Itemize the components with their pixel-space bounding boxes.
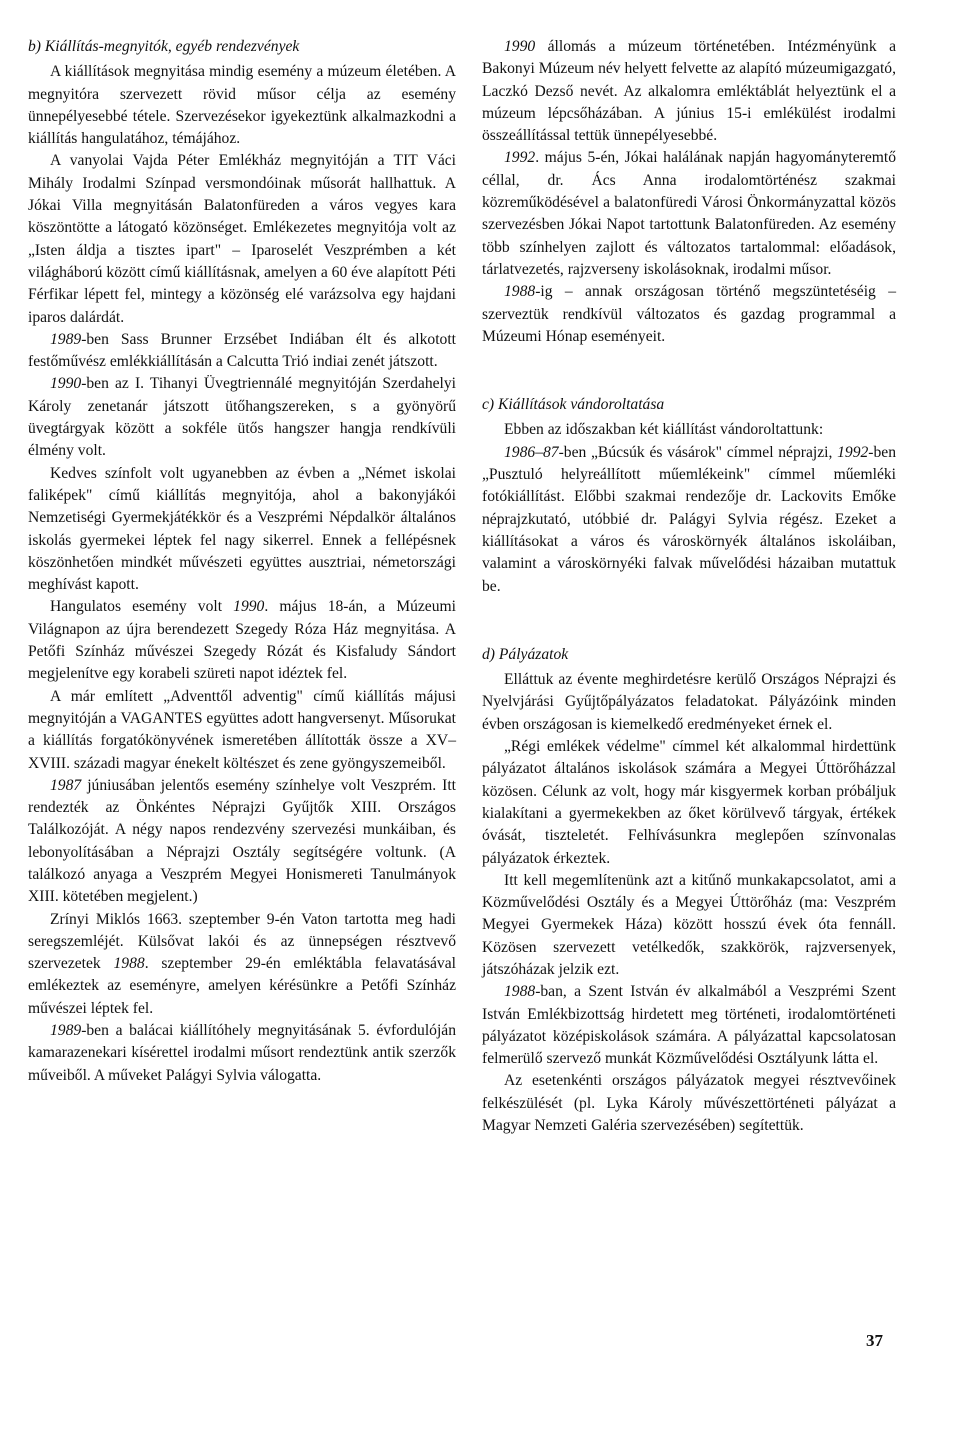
year: 1988 — [113, 955, 145, 973]
year: 1990 — [504, 38, 536, 55]
paragraph-text: -ben „Búcsúk és vásárok" címmel néprajzi, — [558, 443, 838, 461]
paragraph: Itt kell megemlítenünk azt a kitűnő munkakapcsolatot, ami a Közművelődési Osztály és a Megyei Úttörőház (ma: Veszprém Megyei Gyermekek Háza) között hosszú évek óta fennáll. Közösen szervezett vetélkedők, szakkörök, rajzversenyek, játszóházak jelzik ezt. — [482, 871, 896, 978]
paragraph-text: -ben Sass Brunner Erzsébet Indiában élt és alkotott festőművész emlékkiállításán a Calcutta Trió indiai zenét játszott. — [28, 330, 456, 371]
paragraph-text: -ig – annak országosan történő megszüntetéséig – szerveztük rendkívül változatos és gazdag programmal a Múzeumi Hónap eseményeit. — [482, 283, 896, 345]
paragraph-text: -ban, a Szent István év alkalmából a Veszprémi Szent István Emlékbizottság hirdetett meg történeti, irodalomtörténeti pályázatot középiskolások számára. A pályázattal kapcsolatosan felmerülő szervező munkát Közművelődési Osztályunk látta el. — [482, 983, 896, 1068]
year: 1989 — [50, 1022, 82, 1040]
section-heading-c: c) Kiállítások vándoroltatása — [482, 396, 665, 414]
paragraph-text: . szeptember 29-én emléktábla felavatásával emlékeztek az eseményre, amelyen kérésünkre a Petőfi Színház művészei léptek fel. — [28, 955, 456, 1017]
paragraph: Kedves színfolt volt ugyanebben az évben a „Német iskolai faliképek" című kiállítás megnyitója, ahol a bakonyjákói Nemzetiségi Gyermekjátékkör és a Veszprémi Népdalkör általános iskolás gyermekei léptek fel nagy sikerrel. Ennek a fellépésnek köszönhetően mindkét művészeti együttes ausztriai, németországi meghívást kapott. — [28, 464, 456, 594]
year: 1988 — [504, 283, 536, 301]
paragraph: Az esetenkénti országos pályázatok megyei résztvevőinek felkészülését (pl. Lyka Károly művészettörténeti pályázat a Magyar Nemzeti Galéria szervezésében) segítettük. — [482, 1072, 896, 1135]
paragraph — [28, 775, 456, 909]
section-spacer — [482, 598, 896, 644]
paragraph-text: . május 18-án, a Múzeumi Világnapon az újra berendezett Szegedy Róza Ház megnyitása. A Petőfi Színház művészei Szegedy Rózát és Kisfaludy Sándort megjelenítve egy korabeli szüreti napot idéztek fel. — [28, 598, 456, 683]
paragraph-text: júniusában jelentős esemény színhelye volt Veszprém. Itt rendezték az Önkéntes Néprajzi Gyűjtők XIII. Országos Találkozóját. A négy napos rendezvény szervezési munkáiban, és lebonyolításában a Néprajzi Osztály segítségére voltunk. (A találkozó anyaga a Veszprém Megyei Honismereti Tanulmányok XIII. kötetében megjelent.) — [28, 776, 456, 906]
year: 1989 — [50, 330, 82, 348]
paragraph — [482, 147, 896, 281]
paragraph-text: Hangulatos esemény volt — [50, 598, 234, 616]
paragraph: „Régi emlékek védelme" címmel két alkalommal hirdettünk pályázatot általános iskolások számára a Megyei Úttörőházzal közösen. Célunk az volt, hogy már kisgyermek korban próbáljuk kialakítani a gyermekekben az őket körülvevő tárgyak, értékek óvását, tiszteletét. Felhívásunkra meglepően színvonalas pályázatok érkeztek. — [482, 738, 896, 867]
paragraph-text: -ben a balácai kiállítóhely megnyitásának 5. évfordulóján kamarazenekari kísérettel irodalmi műsort rendeztünk antik szerzők műveiből. A műveket Palágyi Sylvia válogatta. — [28, 1022, 456, 1084]
paragraph-text: Zrínyi Miklós 1663. szeptember 9-én Vaton tartotta meg hadi seregszemléjét. Külsővat lakói és az ünnepségen résztvevő szervezetek — [28, 910, 456, 973]
paragraph: Elláttuk az évente meghirdetésre kerülő Országos Néprajzi és Nyelvjárási Gyűjtőpályázatos feladatokat. Pályázóink minden évben országosan is kiemelkedő eredményeket érnek el. — [482, 671, 896, 733]
paragraph — [482, 981, 896, 1070]
right-column — [482, 36, 896, 1137]
year: 1992 — [504, 149, 536, 167]
paragraph: A kiállítások megnyitása mindig esemény a múzeum életében. A megnyitóra szervezett rövid műsor célja az esemény ünnepélyesebbé tétele. Szervezésekor igyekeztünk alkalmazkodni a kiállítás hangulatához, témájához. — [28, 63, 456, 148]
paragraph-text: -ben az I. Tihanyi Üvegtriennálé megnyitóján Szerdahelyi Károly zenetanár játszott ütőhangszereken, s a gyönyörű üvegtárgyak között a sokféle ütős hangszer hangja rendkívüli élmény volt. — [28, 375, 456, 460]
page-number: 37 — [866, 1331, 883, 1350]
paragraph — [28, 373, 456, 462]
paragraph: A vanyolai Vajda Péter Emlékház megnyitóján a TIT Váci Mihály Irodalmi Színpad versmondóinak műsorát hallhattuk. A Jókai Villa megnyitásán Balatonfüreden a város vegyes kara köszöntötte a látogató közönséget. Emlékezetes megnyitója volt az „Isten áldja a tisztes ipart" – Iparoselét Veszprémben a két világháború között című kiállításnak, amelyen a 60 éve alapított Péti Férfikar lépett fel, mintegy a közönség elé varázsolva egy hajdani iparos dalárdát. — [28, 152, 456, 326]
paragraph — [28, 329, 456, 374]
year: 1986–87 — [504, 443, 559, 461]
year: 1987 — [50, 776, 82, 794]
paragraph — [482, 281, 896, 348]
section-heading-d: d) Pályázatok — [482, 645, 569, 663]
year: 1988 — [504, 983, 536, 1001]
year: 1990 — [233, 598, 265, 616]
paragraph — [482, 36, 896, 147]
paragraph: A már említett „Adventtől adventig" című kiállítás májusi megnyitóján a VAGANTES együttes adott hangversenyt. Műsorukat a kiállítás forgatókönyvének ismeretében állították össze a XV–XVIII. századi magyar énekelt költészet és zene gyöngyszemeiből. — [28, 687, 456, 772]
left-column — [28, 36, 456, 1087]
paragraph — [28, 909, 456, 1020]
section-spacer — [482, 348, 896, 394]
year: 1990 — [50, 375, 82, 393]
year: 1992 — [837, 443, 869, 461]
paragraph-text: -ben „Pusztuló helyreállított műemlékeink" címmel műemléki fotókiállítást. Előbbi szakmai rendezője dr. Lackovits Emőke néprajzkutató, utóbbié dr. Palágyi Sylvia régész. Ezeket a kiállításokat a város és városkörnyék általános iskoláiban, valamint a városkörnyéki falvak művelődési házaiban mutattuk be. — [482, 443, 896, 595]
paragraph — [28, 596, 456, 685]
paragraph-text: . május 5-én, Jókai halálának napján hagyományteremtő céllal, dr. Ács Anna irodalomtörténész szakmai közreműködésével a balatonfüredi Városi Önkormányzattal közös szervezésben Jókai Napot tartottunk Balatonfüreden. Az esemény több színhelyen zajlott és változatos tartalommal: előadások, tárlatvezetés, rajzverseny iskolásoknak, irodalmi műsor. — [482, 149, 896, 278]
paragraph: Ebben az időszakban két kiállítást vándoroltattunk: — [504, 421, 824, 439]
section-heading-b: b) Kiállítás-megnyitók, egyéb rendezvények — [28, 38, 300, 55]
paragraph — [28, 1020, 456, 1087]
paragraph — [482, 442, 896, 598]
paragraph-text: állomás a múzeum történetében. Intézményünk a Bakonyi Múzeum név helyett felvette az alapító múzeumigazgató, Laczkó Dezső nevét. Az alkalomra emléktáblát helyeztünk el a múzeum lépcsőházában. A június 15-i emlékülést irodalmi összeállítással tettük ünnepélyesebbé. — [482, 38, 896, 145]
